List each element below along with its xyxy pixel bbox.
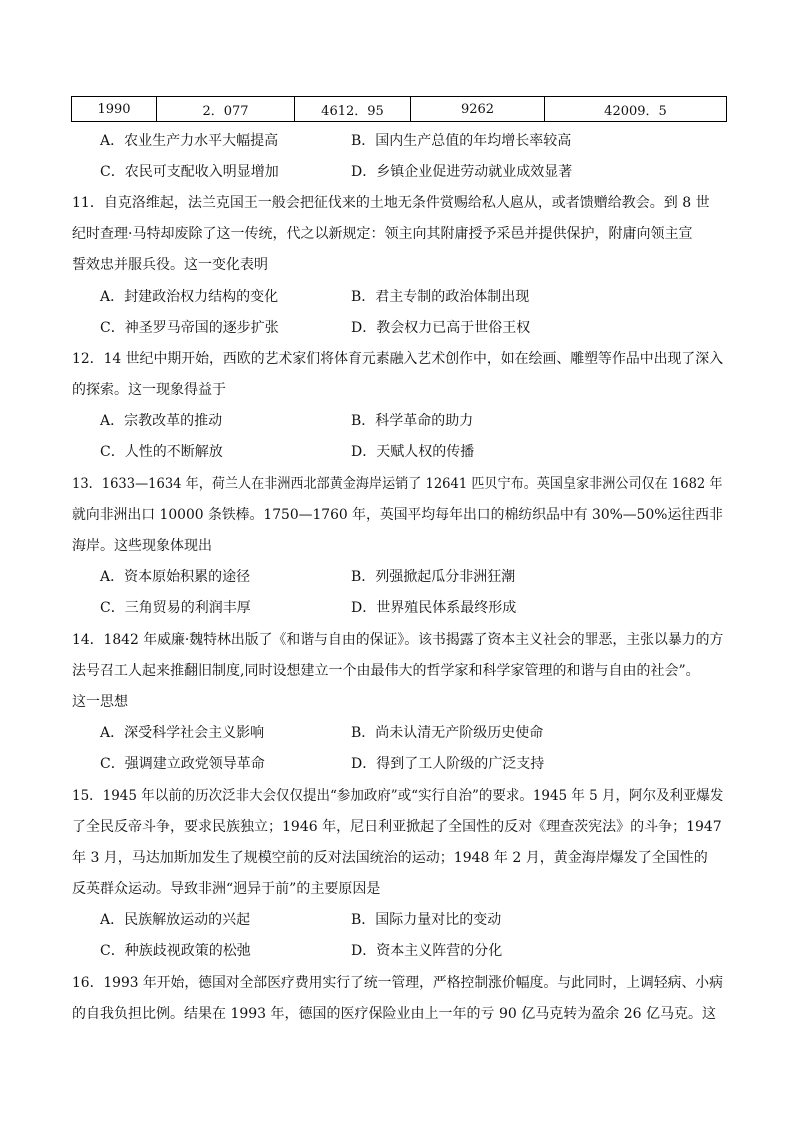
q14-option-b: B．尚未认清无产阶级历史使命 [351, 725, 544, 741]
q12-option-c: C．人性的不断解放 [100, 444, 223, 460]
q14-option-c: C．强调建立政党领导革命 [100, 756, 265, 772]
q11-option-c: C．神圣罗马帝国的逐步扩张 [100, 320, 279, 336]
table-cell: 9262 [411, 97, 545, 122]
q16-stem-line: 16．1993 年开始，德国对全部医疗费用实行了统一管理，严格控制涨价幅度。与此同时，上调轻病、小病 [72, 975, 723, 991]
table-row [72, 97, 727, 122]
q13-option-b: B．列强掀起瓜分非洲狂潮 [351, 569, 516, 585]
q11-stem-line: 誓效忠并服兵役。这一变化表明 [72, 257, 268, 273]
q15-option-d: D．资本主义阵营的分化 [351, 943, 503, 959]
q14-option-d: D．得到了工人阶级的广泛支持 [351, 756, 545, 772]
q14-stem-line: 法号召工人起来推翻旧制度,同时设想建立一个由最伟大的哲学家和科学家管理的和谐与自由的社会”。 [72, 663, 700, 679]
q12-stem-line: 12．14 世纪中期开始，西欧的艺术家们将体育元素融入艺术创作中，如在绘画、雕塑等作品中出现了深入 [72, 351, 724, 367]
q15-stem-line: 了全民反帝斗争，要求民族独立；1946 年，尼日利亚掀起了全国性的反对《理查茨宪法》的斗争；1947 [72, 819, 722, 835]
q11-option-a: A．封建政治权力结构的变化 [100, 289, 279, 305]
q15-option-b: B．国际力量对比的变动 [351, 912, 502, 928]
q15-stem-line: 15．1945 年以前的历次泛非大会仅仅提出“参加政府”或“实行自治”的要求。1945 年 5 月，阿尔及利亚爆发 [72, 788, 724, 804]
q11-stem-line: 11．自克洛维起，法兰克国王一般会把征伐来的土地无条件赏赐给私人扈从，或者馈赠给教会。到 8 世 [72, 195, 710, 211]
q14-stem-line: 14．1842 年威廉·魏特林出版了《和谐与自由的保证》。该书揭露了资本主义社会的罪恶，主张以暴力的方 [72, 632, 724, 648]
q15-stem-line: 反英群众运动。导致非洲“迥异于前”的主要原因是 [72, 881, 381, 897]
q11-option-b: B．君主专制的政治体制出现 [351, 289, 530, 305]
q12-option-a: A．宗教改革的推动 [100, 413, 223, 429]
q13-stem-line: 海岸。这些现象体现出 [72, 538, 212, 554]
q10-option-c: C．农民可支配收入明显增加 [100, 164, 279, 180]
table-cell: 4612．95 [295, 97, 411, 122]
q12-option-b: B．科学革命的助力 [351, 413, 474, 429]
table-cell: 42009．5 [545, 97, 727, 122]
table-cell-year: 1990 [72, 97, 157, 122]
q10-option-b: B．国内生产总值的年均增长率较高 [351, 133, 572, 149]
q11-stem-line: 纪时查理·马特却废除了这一传统，代之以新规定：领主向其附庸授予采邑并提供保护，附庸向领主宣 [72, 226, 693, 242]
table-cell: 2．077 [157, 97, 295, 122]
q11-option-d: D．教会权力已高于世俗王权 [351, 320, 531, 336]
q14-option-a: A．深受科学社会主义影响 [100, 725, 265, 741]
q15-option-a: A．民族解放运动的兴起 [100, 912, 251, 928]
q10-option-a: A．农业生产力水平大幅提高 [100, 133, 279, 149]
q13-option-c: C．三角贸易的利润丰厚 [100, 600, 251, 616]
q13-option-a: A．资本原始积累的途径 [100, 569, 251, 585]
q13-option-d: D．世界殖民体系最终形成 [351, 600, 517, 616]
q10-option-d: D．乡镇企业促进劳动就业成效显著 [351, 164, 573, 180]
q14-stem-line: 这一思想 [72, 694, 128, 710]
q12-option-d: D．天赋人权的传播 [351, 444, 475, 460]
q13-stem-line: 就向非洲出口 10000 条铁棒。1750—1760 年，英国平均每年出口的棉纺织品中有 30%—50%运往西非 [72, 507, 723, 523]
data-table [71, 96, 727, 122]
q16-stem-line: 的自我负担比例。结果在 1993 年，德国的医疗保险业由上一年的亏 90 亿马克转为盈余 26 亿马克。这 [72, 1006, 716, 1022]
q13-stem-line: 13．1633—1634 年，荷兰人在非洲西北部黄金海岸运销了 12641 匹贝宁布。英国皇家非洲公司仅在 1682 年 [72, 476, 723, 492]
q15-option-c: C．种族歧视政策的松弛 [100, 943, 251, 959]
q12-stem-line: 的探索。这一现象得益于 [72, 382, 226, 398]
q15-stem-line: 年 3 月，马达加斯加发生了规模空前的反对法国统治的运动；1948 年 2 月，黄金海岸爆发了全国性的 [72, 850, 708, 866]
